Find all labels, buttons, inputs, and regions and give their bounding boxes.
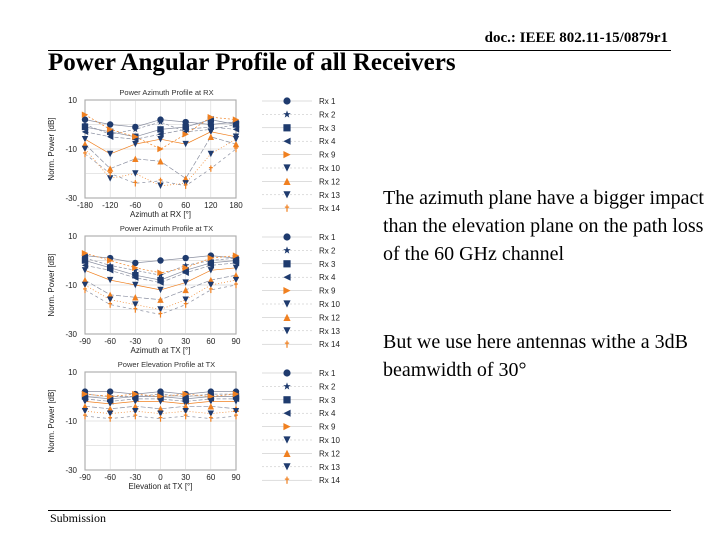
data-point (107, 151, 113, 157)
y-tick-label: 10 (68, 232, 77, 241)
x-tick-label: -90 (79, 337, 91, 346)
chart-legend (262, 369, 340, 485)
data-point (107, 277, 113, 283)
chart-title: Power Elevation Profile at TX (117, 360, 216, 369)
y-tick-label: -10 (65, 145, 77, 154)
data-point (157, 136, 163, 142)
chart-title: Power Azimuth Profile at TX (119, 224, 214, 233)
x-tick-label: -30 (129, 337, 142, 346)
data-point (82, 267, 88, 273)
legend-label: Rx 9 (319, 286, 336, 296)
angular-profile-figure (40, 84, 360, 494)
legend-label: Rx 14 (319, 204, 340, 214)
legend-label: Rx 10 (319, 164, 340, 173)
x-tick-label: 180 (229, 201, 243, 210)
data-point (182, 287, 188, 293)
legend-marker (283, 463, 290, 470)
x-axis-label: Azimuth at TX [°] (130, 346, 191, 355)
legend-label: Rx 4 (319, 137, 336, 147)
legend-marker (283, 233, 290, 240)
legend-label: Rx 3 (319, 123, 336, 133)
legend-marker (283, 369, 290, 376)
chart-title: Power Azimuth Profile at RX (119, 88, 214, 97)
y-axis-label: Norm. Power [dB] (47, 253, 56, 317)
body-paragraph-2 (383, 328, 713, 384)
data-point (209, 287, 213, 293)
data-point (157, 287, 163, 293)
legend-marker (283, 327, 290, 334)
legend-label: Rx 12 (319, 449, 340, 459)
chart-legend (262, 233, 340, 349)
legend-marker (283, 124, 290, 131)
y-tick-label: -30 (65, 330, 77, 339)
legend-label: Rx 1 (319, 233, 336, 242)
x-axis-label: Elevation at TX [°] (128, 482, 193, 491)
x-tick-label: -60 (104, 337, 116, 346)
legend-label: Rx 13 (319, 462, 340, 472)
legend-label: Rx 9 (319, 150, 336, 160)
chart-panel-2 (47, 224, 340, 355)
legend-label: Rx 2 (319, 246, 336, 256)
legend-marker (283, 396, 290, 403)
x-tick-label: -60 (129, 201, 142, 210)
legend-marker (283, 97, 290, 104)
data-point (208, 134, 214, 140)
y-tick-label: -10 (65, 417, 77, 426)
x-tick-label: 0 (158, 473, 163, 482)
legend-label: Rx 4 (319, 409, 336, 419)
footer-divider (48, 510, 671, 511)
legend-label: Rx 12 (319, 177, 340, 187)
legend-marker (283, 151, 290, 158)
legend-marker (283, 410, 290, 417)
footer-submission-label: Submission (50, 511, 107, 525)
x-tick-label: 90 (231, 473, 241, 482)
x-tick-label: 0 (158, 201, 163, 210)
legend-marker (283, 138, 290, 145)
x-tick-label: 30 (181, 337, 191, 346)
y-axis-label: Norm. Power [dB] (47, 389, 56, 453)
legend-marker (283, 246, 291, 253)
x-tick-label: -30 (129, 473, 142, 482)
y-axis-label: Norm. Power [dB] (47, 117, 56, 181)
legend-label: Rx 10 (319, 300, 340, 309)
chart-panel-1 (47, 88, 340, 219)
legend-label: Rx 2 (319, 110, 336, 120)
azimuth-impact-text: The azimuth plane have a bigger impact than the elevation plane on the path loss of the 60 GHz channel (383, 187, 704, 265)
x-tick-label: -90 (79, 473, 91, 482)
legend-marker (283, 164, 290, 171)
legend-label: Rx 1 (319, 97, 336, 106)
data-point (182, 255, 188, 261)
data-point (83, 287, 87, 293)
y-tick-label: -30 (65, 194, 77, 203)
x-tick-label: 60 (206, 337, 216, 346)
x-tick-label: 60 (206, 473, 216, 482)
legend-label: Rx 10 (319, 436, 340, 445)
document-id: doc.: IEEE 802.11-15/0879r1 (484, 30, 668, 46)
x-axis-label: Azimuth at RX [°] (130, 210, 191, 219)
x-tick-label: 30 (181, 473, 191, 482)
legend-marker (283, 260, 290, 267)
data-point (184, 301, 188, 307)
legend-label: Rx 9 (319, 422, 336, 432)
legend-marker (283, 274, 290, 281)
legend-label: Rx 3 (319, 259, 336, 269)
y-tick-label: -10 (65, 281, 77, 290)
legend-marker (283, 436, 290, 443)
legend-label: Rx 14 (319, 476, 340, 486)
legend-marker (283, 300, 290, 307)
x-tick-label: -120 (102, 201, 119, 210)
data-point (209, 165, 213, 171)
legend-label: Rx 3 (319, 395, 336, 405)
x-tick-label: 120 (204, 201, 218, 210)
x-tick-label: -60 (104, 473, 116, 482)
legend-label: Rx 14 (319, 340, 340, 350)
legend-marker (283, 382, 291, 389)
chart-panel-3 (47, 360, 340, 491)
legend-label: Rx 1 (319, 369, 336, 378)
chart-legend (262, 97, 340, 213)
data-point (83, 151, 87, 157)
legend-label: Rx 4 (319, 273, 336, 283)
y-tick-label: 10 (68, 96, 77, 105)
data-point (233, 136, 239, 142)
legend-label: Rx 13 (319, 326, 340, 336)
x-tick-label: -180 (76, 201, 94, 210)
y-tick-label: -30 (65, 466, 77, 475)
legend-marker (283, 287, 290, 294)
x-tick-label: 90 (231, 337, 241, 346)
legend-marker (283, 110, 291, 117)
data-point (132, 141, 138, 147)
angular-profile-charts (40, 84, 360, 494)
slide-title: Power Angular Profile of all Receivers (48, 49, 456, 76)
legend-label: Rx 12 (319, 313, 340, 323)
data-point (157, 257, 163, 263)
y-tick-label: 10 (68, 368, 77, 377)
x-tick-label: 60 (181, 201, 191, 210)
legend-label: Rx 2 (319, 382, 336, 392)
legend-marker (283, 423, 290, 430)
data-point (182, 141, 188, 147)
legend-marker (283, 191, 290, 198)
beamwidth-note-text: But we use here antennas withe a 3dB beamwidth of 30° (383, 331, 688, 381)
legend-label: Rx 13 (319, 190, 340, 200)
x-tick-label: 0 (158, 337, 163, 346)
body-paragraph-1 (383, 184, 713, 268)
